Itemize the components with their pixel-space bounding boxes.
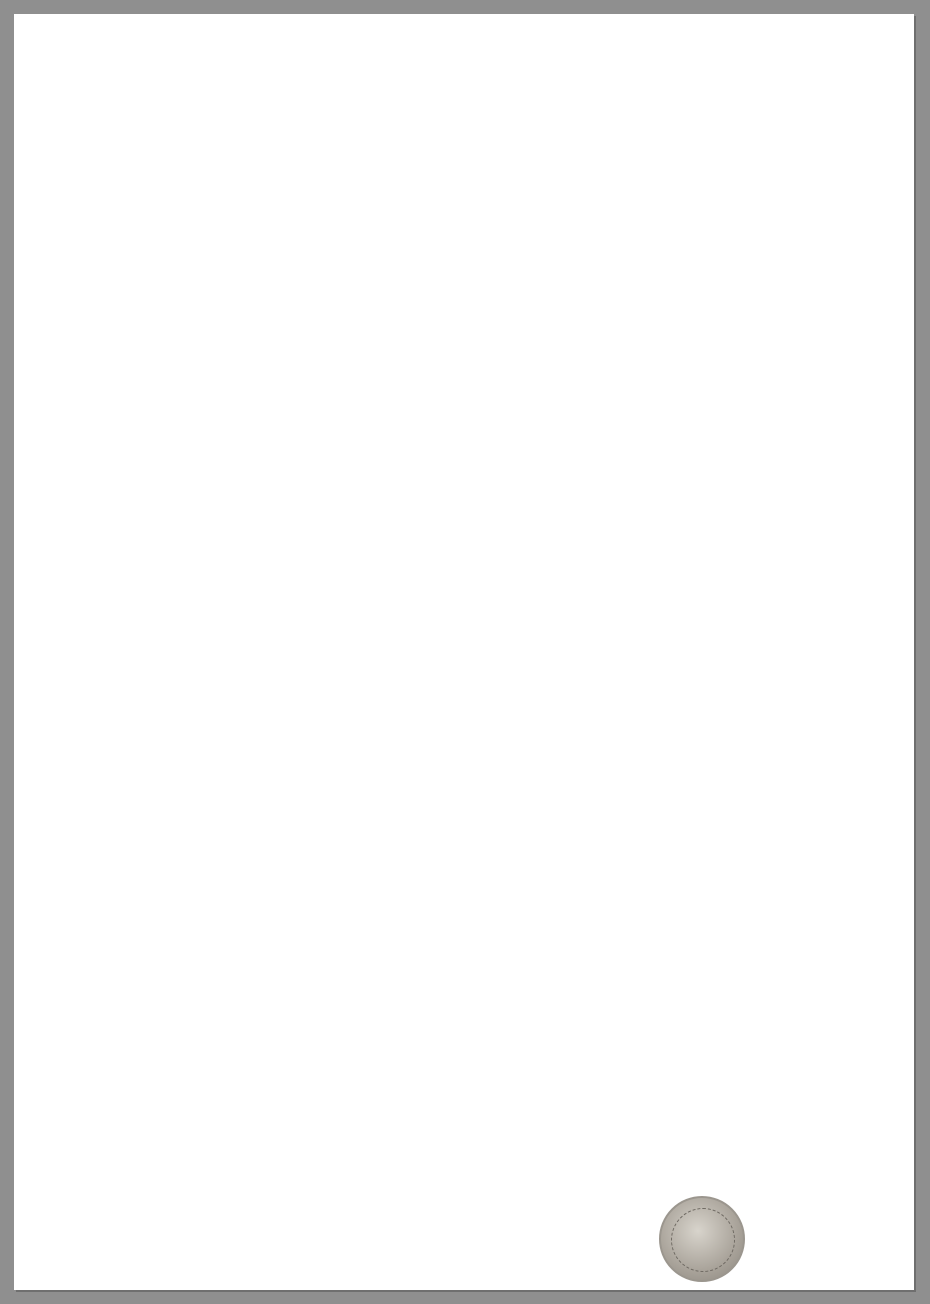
seal-icon xyxy=(659,1196,745,1282)
society-logo xyxy=(659,1196,909,1282)
document-page xyxy=(14,14,914,1290)
